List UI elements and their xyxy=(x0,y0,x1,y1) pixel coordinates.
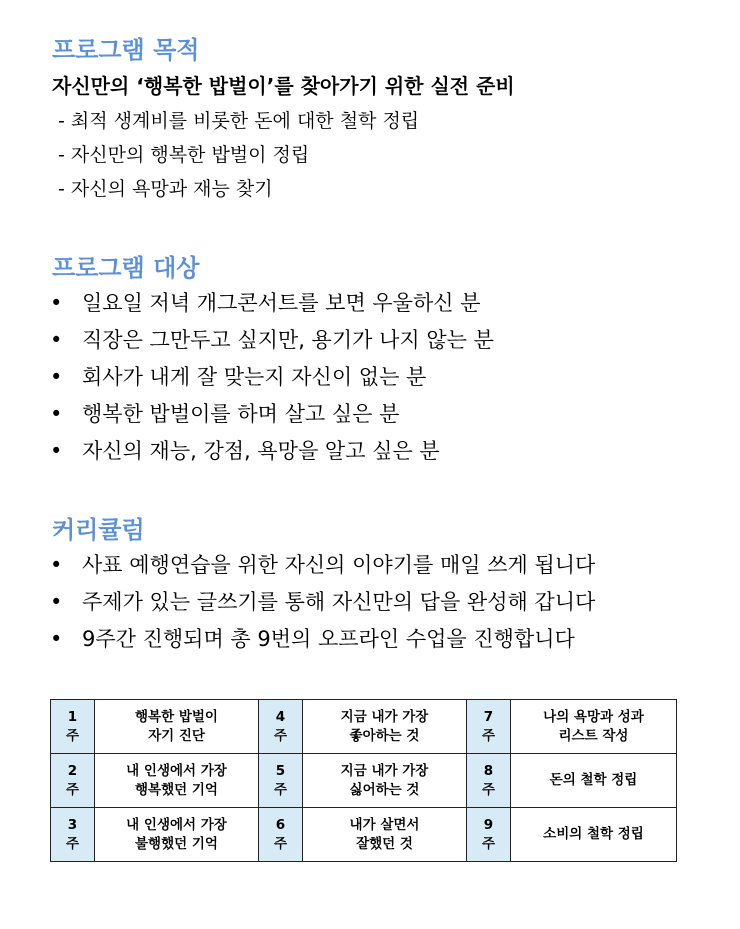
curriculum-item-text: 9주간 진행되며 총 9번의 오프라인 수업을 진행합니다 xyxy=(82,627,575,651)
week-cell: 8 주 xyxy=(467,754,511,808)
topic-cell: 행복한 밥벌이 자기 진단 xyxy=(95,700,259,754)
bullet-dot: • xyxy=(50,590,63,614)
target-item xyxy=(50,397,494,434)
topic-cell: 소비의 철학 정립 xyxy=(511,808,677,862)
curriculum-item-text: 사표 예행연습을 위한 자신의 이야기를 매일 쓰게 됩니다 xyxy=(82,553,596,577)
purpose-item: - 최적 생계비를 비롯한 돈에 대한 철학 정립 xyxy=(58,110,420,132)
week-cell: 4 주 xyxy=(259,700,303,754)
topic-cell: 돈의 철학 정립 xyxy=(511,754,677,808)
bullet-dot: • xyxy=(50,439,63,463)
target-list xyxy=(50,286,494,471)
week-cell: 6 주 xyxy=(259,808,303,862)
topic-cell: 지금 내가 가장 좋아하는 것 xyxy=(303,700,467,754)
target-item xyxy=(50,434,494,471)
schedule-row xyxy=(51,754,677,808)
curriculum-heading: 커리큘럼 xyxy=(52,516,145,544)
schedule-table xyxy=(50,699,677,862)
purpose-list xyxy=(58,106,419,208)
curriculum-list xyxy=(50,548,595,659)
topic-cell: 내 인생에서 가장 불행했던 기억 xyxy=(95,808,259,862)
week-cell: 7 주 xyxy=(467,700,511,754)
target-item-text: 직장은 그만두고 싶지만, 용기가 나지 않는 분 xyxy=(82,328,494,352)
schedule-row xyxy=(51,808,677,862)
purpose-heading: 프로그램 목적 xyxy=(52,36,200,64)
target-item-text: 일요일 저녁 개그콘서트를 보면 우울하신 분 xyxy=(82,291,481,315)
week-cell: 1 주 xyxy=(51,700,95,754)
week-cell: 3 주 xyxy=(51,808,95,862)
week-cell: 2 주 xyxy=(51,754,95,808)
curriculum-item xyxy=(50,548,595,585)
week-cell: 5 주 xyxy=(259,754,303,808)
bullet-dot: • xyxy=(50,402,63,426)
purpose-item: - 자신의 욕망과 재능 찾기 xyxy=(58,178,273,200)
target-item xyxy=(50,286,494,323)
bullet-dot: • xyxy=(50,553,63,577)
topic-cell: 내가 살면서 잘했던 것 xyxy=(303,808,467,862)
week-cell: 9 주 xyxy=(467,808,511,862)
bullet-dot: • xyxy=(50,328,63,352)
curriculum-item-text: 주제가 있는 글쓰기를 통해 자신만의 답을 완성해 갑니다 xyxy=(82,590,596,614)
target-item-text: 행복한 밥벌이를 하며 살고 싶은 분 xyxy=(82,402,400,426)
curriculum-item xyxy=(50,622,595,659)
topic-cell: 내 인생에서 가장 행복했던 기억 xyxy=(95,754,259,808)
purpose-subtitle: 자신만의 ‘행복한 밥벌이’를 찾아가기 위한 실전 준비 xyxy=(52,74,515,98)
target-item xyxy=(50,360,494,397)
bullet-dot: • xyxy=(50,627,63,651)
target-item xyxy=(50,323,494,360)
purpose-item: - 자신만의 행복한 밥벌이 정립 xyxy=(58,144,310,166)
topic-cell: 나의 욕망과 성과 리스트 작성 xyxy=(511,700,677,754)
curriculum-item xyxy=(50,585,595,622)
target-item-text: 자신의 재능, 강점, 욕망을 알고 싶은 분 xyxy=(82,439,440,463)
target-heading: 프로그램 대상 xyxy=(52,254,200,282)
target-item-text: 회사가 내게 잘 맞는지 자신이 없는 분 xyxy=(82,365,427,389)
bullet-dot: • xyxy=(50,291,63,315)
topic-cell: 지금 내가 가장 싫어하는 것 xyxy=(303,754,467,808)
bullet-dot: • xyxy=(50,365,63,389)
schedule-row xyxy=(51,700,677,754)
